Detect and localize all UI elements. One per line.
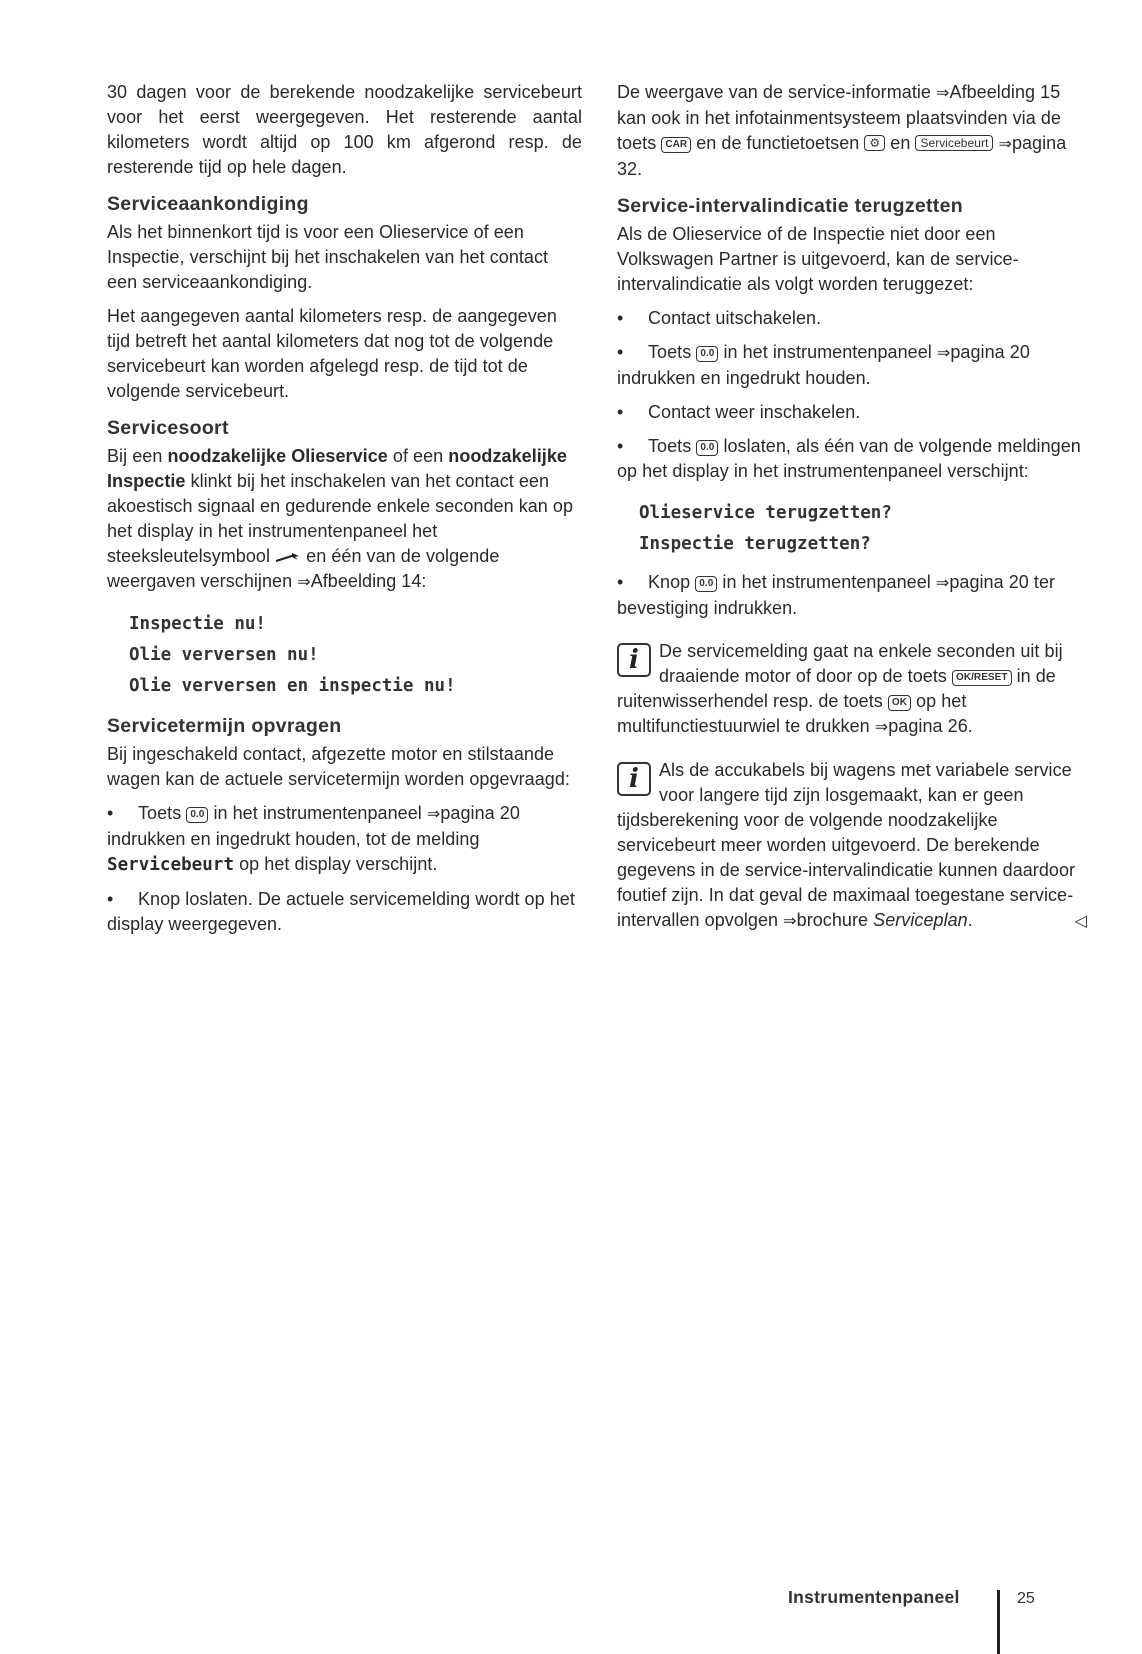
arrow-icon: ⇒ [874,719,889,736]
bullet-item [107,801,582,878]
bullet-item [617,306,1087,331]
bullet-icon: • [617,308,624,328]
bold-text: noodzakelijke Olieservice [167,446,388,466]
paragraph: Bij ingeschakeld contact, afgezette motor en stilstaande wagen kan de actuele servicetermijn worden opgevraagd: [107,744,570,789]
display-message: Inspectie nu! [129,614,266,634]
info-icon: i [617,762,651,796]
link-text[interactable]: pagina 20 ter bevestiging indrukken. [617,572,1056,618]
heading-terugzetten: Service-intervalindicatie terugzetten [617,195,963,217]
car-key-icon: CAR [661,137,691,153]
bullet-item [617,400,1087,425]
text: in het instrumentenpaneel [208,803,427,823]
footer-divider [997,1590,1000,1654]
end-of-section-icon: ◁ [1074,913,1087,930]
button-key-icon: 0.0 [186,807,208,823]
paragraph-servicesoort [107,444,582,595]
link-text[interactable]: Afbeelding 14: [310,571,427,591]
arrow-icon: ⇒ [426,806,441,823]
link-text[interactable]: brochure [796,910,874,930]
bullet-icon: • [617,342,624,362]
link-text[interactable]: Afbeelding 15 kan ook in het infotainmentsysteem plaatsvinden via de toets [617,82,1061,153]
button-key-icon: 0.0 [696,440,718,456]
text: . [967,910,973,930]
bullet-icon: • [617,572,624,592]
text: Contact weer inschakelen. [648,402,861,422]
text: De weergave van de service-informatie [617,82,937,102]
ok-key-icon: OK [888,695,911,711]
display-messages [129,609,582,702]
arrow-icon: ⇒ [936,345,951,362]
arrow-icon: ⇒ [935,575,950,592]
italic-text: Serviceplan [873,910,968,930]
display-message-inline: Servicebeurt [107,855,235,875]
intro-paragraph [617,80,1087,182]
bullet-icon: • [107,803,114,823]
text: Toets [648,436,697,456]
footer-section-title: Instrumentenpaneel [788,1587,960,1607]
arrow-icon: ⇒ [998,136,1012,153]
text: en [885,133,916,153]
link-text[interactable]: pagina 26. [888,716,973,736]
display-message: Olie verversen en inspectie nu! [129,676,456,696]
heading-serviceaankondiging: Serviceaankondiging [107,193,309,215]
heading-servicetermijn: Servicetermijn opvragen [107,715,342,737]
info-icon: i [617,643,651,677]
text: op het display verschijnt. [234,854,438,874]
paragraph: Het aangegeven aantal kilometers resp. de aangegeven tijd betreft het aantal kilometers dat nog tot de volgende servicebeurt kan worden afgelegd resp. de tijd tot de volgende servicebeurt. [107,306,557,401]
arrow-icon: ⇒ [936,85,950,102]
text: Bij een [107,446,168,466]
text: Toets [138,803,187,823]
text: of een [387,446,449,466]
heading-servicesoort: Servicesoort [107,417,229,439]
link-text[interactable]: pagina 32. [617,133,1067,179]
paragraph: Als het binnenkort tijd is voor een Olieservice of een Inspectie, verschijnt bij het inschakelen van het contact een serviceaankondiging. [107,222,549,292]
intro-paragraph: 30 dagen voor de berekende noodzakelijke servicebeurt voor het eerst weergegeven. Het resterende aantal kilometers wordt altijd op 100 km afgerond resp. de resterende tijd op hele dagen. [107,82,582,177]
text: en de functietoetsen [691,133,865,153]
display-message: Olieservice terugzetten? [639,503,892,523]
bullet-icon: • [617,436,624,456]
bullet-item [617,340,1087,391]
right-column [617,80,1087,943]
display-message: Inspectie terugzetten? [639,534,871,554]
settings-key-icon: ⚙ [864,135,885,151]
ok-reset-key-icon: OK/RESET [952,670,1012,686]
info-note [617,639,1087,740]
bullet-item [617,434,1087,484]
arrow-icon: ⇒ [783,913,797,930]
link-text[interactable]: pagina 20 indrukken en ingedrukt houden. [617,342,1030,388]
text: in het instrumentenpaneel [718,342,937,362]
bullet-icon: • [107,889,114,909]
text: klinkt bij het inschakelen van het contact een akoestisch signaal en gedurende enkele seconden kan op het display in het instrumentenpaneel het steeksleutelsymbool [107,471,574,566]
text: in het instrumentenpaneel [717,572,936,592]
bullet-icon: • [617,402,624,422]
paragraph: Als de Olieservice of de Inspectie niet door een Volkswagen Partner is uitgevoerd, kan de service-intervalindicatie als volgt worden teruggezet: [617,224,1019,294]
text: Contact uitschakelen. [648,308,822,328]
bold-text: noodzakelijke Inspectie [107,446,567,491]
text: en één van de volgende weergaven verschijnen [107,546,500,591]
text: Knop loslaten. De actuele servicemelding wordt op het display weergegeven. [107,889,575,934]
display-messages [639,498,1087,560]
text: Toets [648,342,697,362]
text: De servicemelding gaat na enkele seconden uit bij draaiende motor of door op de toets [659,641,1063,686]
info-note [617,758,1087,934]
bullet-item [617,570,1087,621]
text: Als de accukabels bij wagens met variabele service voor langere tijd zijn losgemaakt, kan er geen tijdsberekening voor de volgende noodzakelijke servicebeurt meer worden uitgevoerd. De berekende gegevens in de service-intervalindicatie kunnen daardoor foutief zijn. In dat geval de maximaal toegestane service-intervallen opvolgen [617,760,1076,930]
bullet-item [107,887,582,937]
arrow-icon: ⇒ [297,574,311,591]
button-key-icon: 0.0 [695,576,717,592]
text: Knop [648,572,696,592]
left-column [107,80,582,946]
text: op het multifunctiestuurwiel te drukken [617,691,967,736]
text: in de ruitenwisserhendel resp. de toets [617,666,1056,711]
link-text[interactable]: pagina 20 indrukken en ingedrukt houden, tot de melding [107,803,520,849]
servicebeurt-key-icon: Servicebeurt [915,135,993,151]
display-message: Olie verversen nu! [129,645,319,665]
wrench-icon [275,544,301,554]
button-key-icon: 0.0 [696,346,718,362]
page-number: 25 [1017,1590,1035,1607]
text: loslaten, als één van de volgende meldingen op het display in het instrumentenpaneel verschijnt: [617,436,1081,481]
